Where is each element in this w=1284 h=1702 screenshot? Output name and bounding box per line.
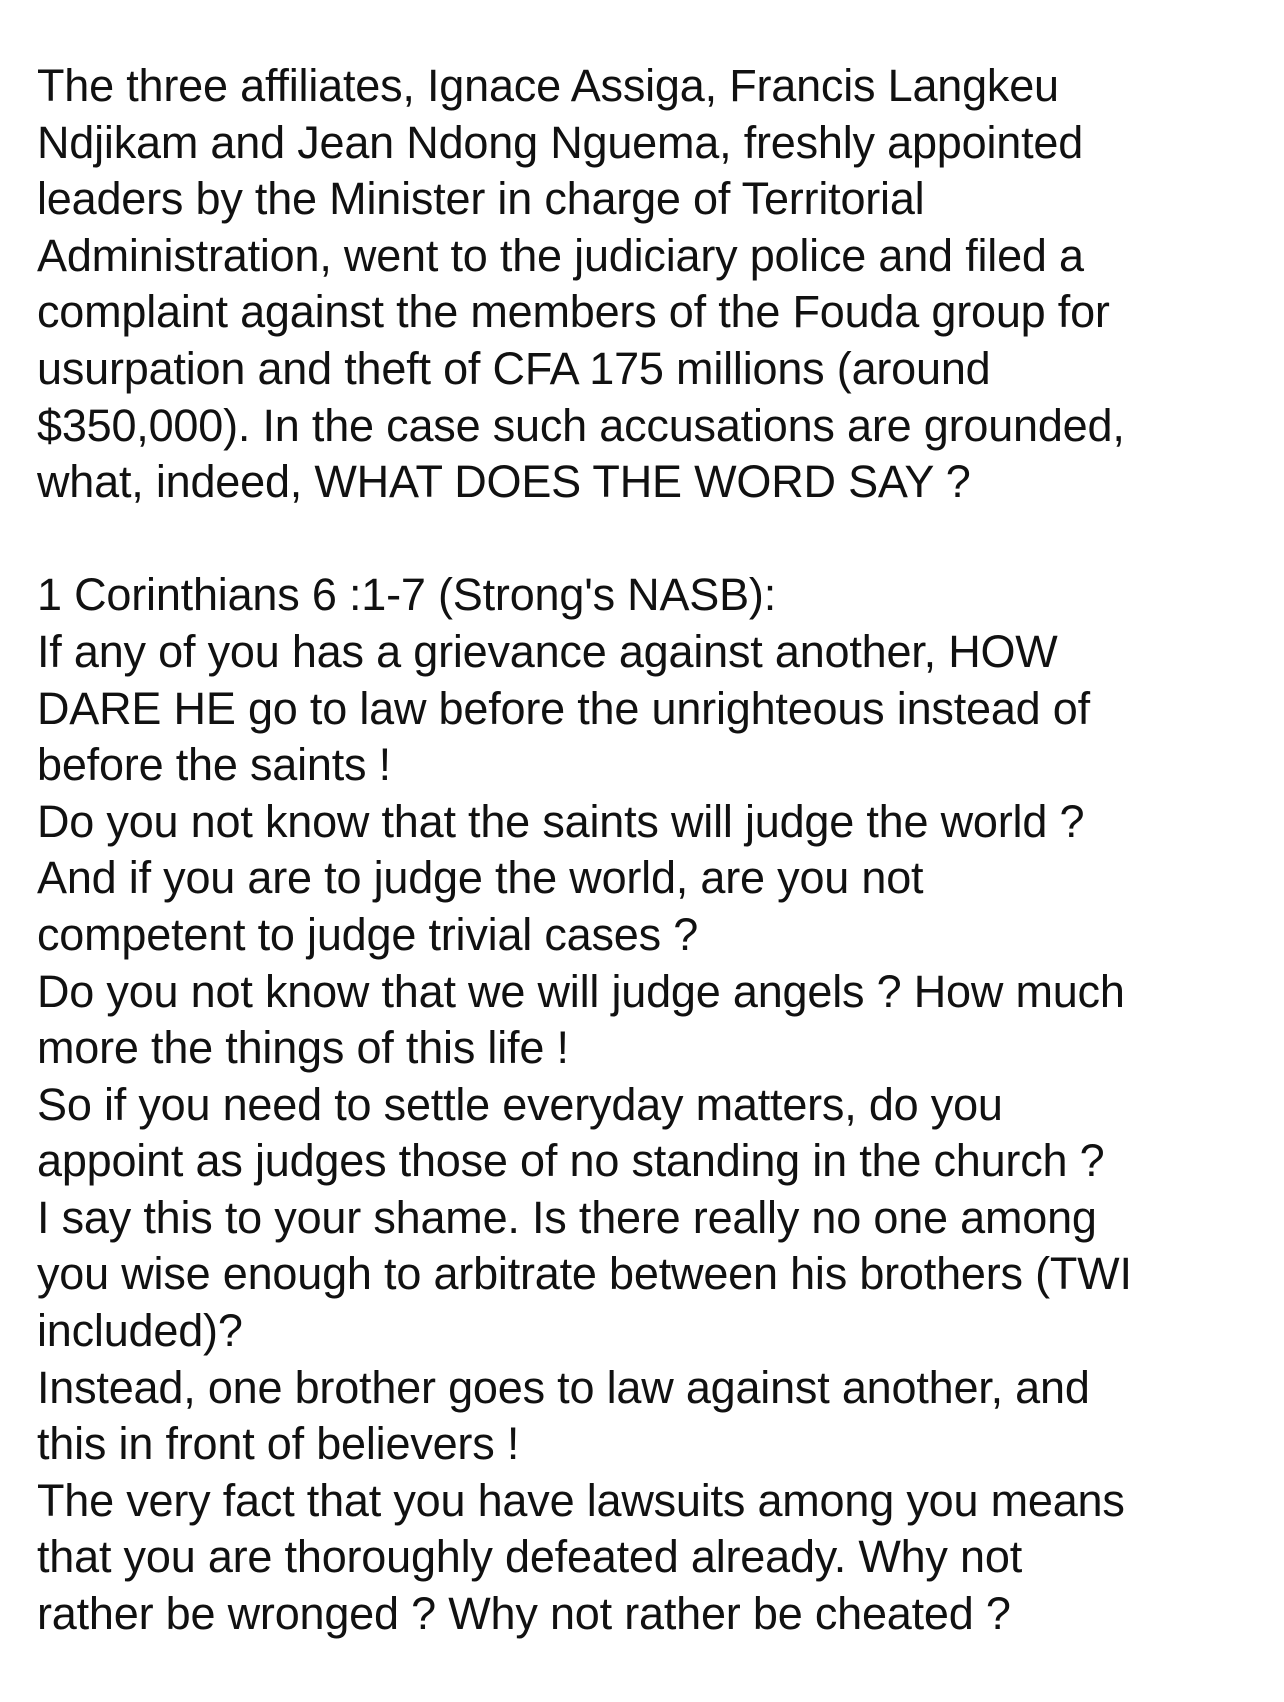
- scripture-line: this in front of believers !: [37, 1418, 520, 1470]
- intro-line: Ndjikam and Jean Ndong Nguema, freshly appointed: [37, 116, 1084, 168]
- scripture-line: included)?: [37, 1305, 243, 1357]
- intro-line: what, indeed, WHAT DOES THE WORD SAY ?: [37, 456, 971, 508]
- scripture-line: you wise enough to arbitrate between his brothers (TWI: [37, 1248, 1132, 1300]
- intro-line: Administration, went to the judiciary police and filed a: [37, 229, 1084, 281]
- paragraph-gap: [37, 511, 1267, 568]
- scripture-paragraph: [37, 567, 1267, 1642]
- scripture-line: I say this to your shame. Is there really no one among: [37, 1191, 1097, 1243]
- intro-line: leaders by the Minister in charge of Territorial: [37, 173, 925, 225]
- scripture-line: Instead, one brother goes to law against another, and: [37, 1361, 1090, 1413]
- scripture-line: And if you are to judge the world, are you not: [37, 852, 924, 904]
- scripture-line: more the things of this life !: [37, 1022, 569, 1074]
- scripture-line: competent to judge trivial cases ?: [37, 908, 699, 960]
- scripture-line: appoint as judges those of no standing in the church ?: [37, 1135, 1105, 1187]
- intro-paragraph: [37, 58, 1267, 511]
- scripture-line: that you are thoroughly defeated already. Why not: [37, 1531, 1022, 1583]
- scripture-line: The very fact that you have lawsuits among you means: [37, 1474, 1125, 1526]
- scripture-line: DARE HE go to law before the unrighteous instead of: [37, 682, 1090, 734]
- intro-line: The three affiliates, Ignace Assiga, Francis Langkeu: [37, 60, 1059, 111]
- scripture-line: Do you not know that we will judge angels ? How much: [37, 965, 1125, 1017]
- intro-line: usurpation and theft of CFA 175 millions (around: [37, 342, 991, 394]
- intro-line: $350,000). In the case such accusations are grounded,: [37, 399, 1125, 451]
- post-body: [37, 58, 1267, 1643]
- scripture-line: before the saints !: [37, 739, 391, 791]
- scripture-reference: 1 Corinthians 6 :1-7 (Strong's NASB):: [37, 569, 777, 621]
- scripture-line: So if you need to settle everyday matters, do you: [37, 1078, 1003, 1130]
- scripture-line: rather be wronged ? Why not rather be cheated ?: [37, 1588, 1011, 1640]
- scripture-line: If any of you has a grievance against another, HOW: [37, 625, 1058, 677]
- intro-line: complaint against the members of the Fouda group for: [37, 286, 1110, 338]
- scripture-line: Do you not know that the saints will judge the world ?: [37, 795, 1085, 847]
